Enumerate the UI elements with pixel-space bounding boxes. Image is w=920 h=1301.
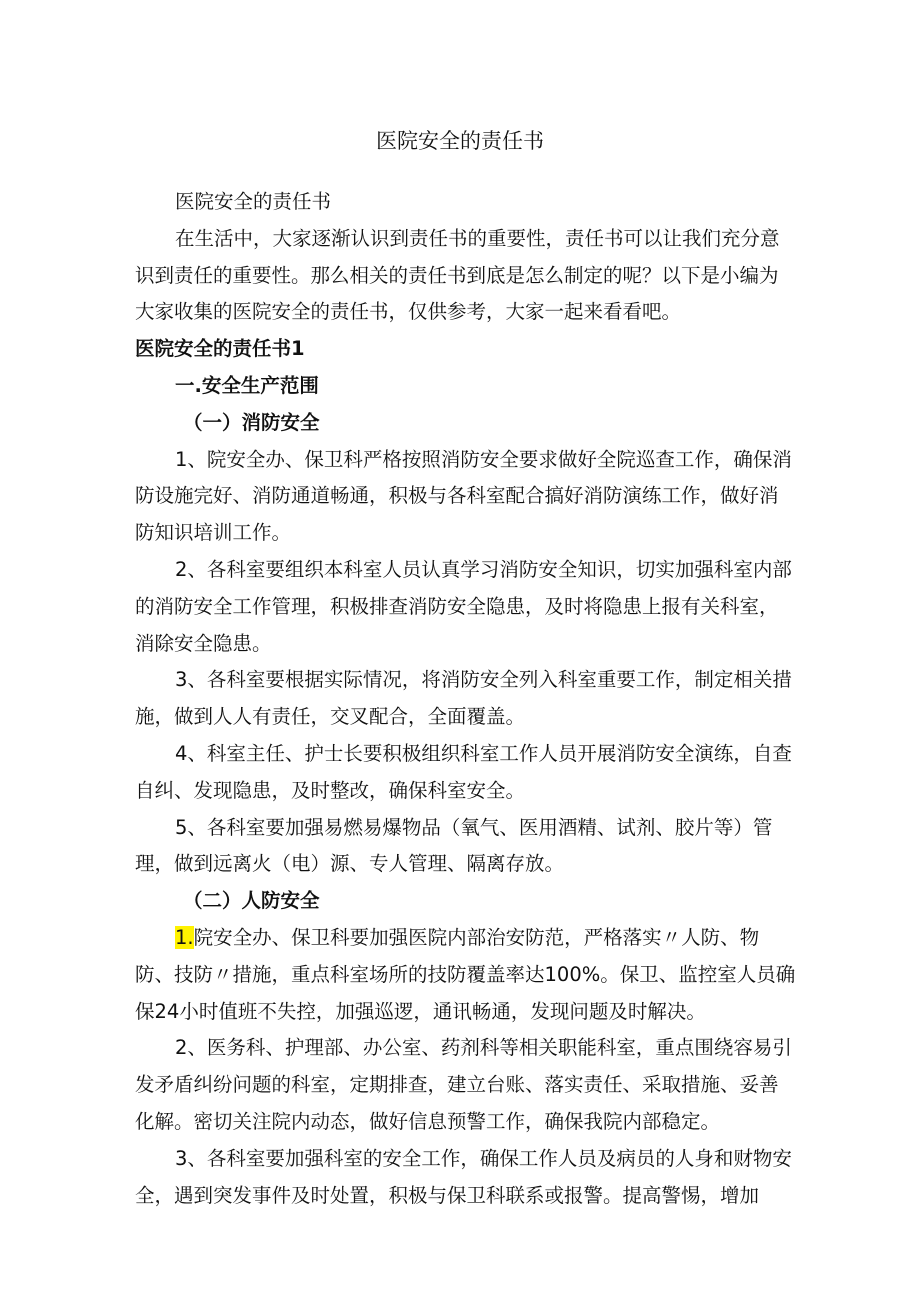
subheading-civil-defense: （二）人防安全 xyxy=(183,889,320,913)
fire-item-3: 3、各科室要根据实际情况，将消防安全列入科室重要工作，制定相关措施，做到人人有责任，交叉配合，全面覆盖。 xyxy=(135,668,792,729)
subtitle: 医院安全的责任书 xyxy=(175,190,332,213)
civil-item-2: 2、医务科、护理部、办公室、药剂科等相关职能科室，重点围绕容易引发矛盾纠纷问题的科室，定期排查，建立台账、落实责任、采取措施、妥善化解。密切关注院内动态，做好信息预警工作，确保我院内部稳定。 xyxy=(135,1036,792,1133)
fire-item-1: 1、院安全办、保卫科严格按照消防安全要求做好全院巡查工作，确保消防设施完好、消防通道畅通，积极与各科室配合搞好消防演练工作，做好消防知识培训工作。 xyxy=(135,447,792,545)
document-title: 医院安全的责任书 xyxy=(376,129,544,153)
civil-item-1-text: 院安全办、保卫科要加强医院内部治安防范，严格落实〃人防、物防、技防〃措施，重点科室场所的技防覆盖率达100%。保卫、监控室人员确保24小时值班不失控，加强巡逻，通讯畅通，发现问题及时解决。 xyxy=(135,925,796,1023)
document-body xyxy=(135,184,797,1214)
subheading-fire-safety: （一）消防安全 xyxy=(183,410,320,434)
fire-item-5: 5、各科室要加强易燃易爆物品（氧气、医用酒精、试剂、胶片等）管理，做到远离火（电）源、专人管理、隔离存放。 xyxy=(135,815,773,876)
highlighted-number: 1. xyxy=(175,925,194,949)
section-heading-scope: 一.安全生产范围 xyxy=(175,373,319,397)
intro-paragraph: 在生活中，大家逐渐认识到责任书的重要性，责任书可以让我们充分意识到责任的重要性。那么相关的责任书到底是怎么制定的呢？以下是小编为大家收集的医院安全的责任书，仅供参考，大家一起来看看吧。 xyxy=(135,226,780,324)
heading-responsibility-1: 医院安全的责任书1 xyxy=(135,337,305,361)
civil-item-1 xyxy=(135,920,797,1030)
fire-item-2: 2、各科室要组织本科室人员认真学习消防安全知识，切实加强科室内部的消防安全工作管理，积极排查消防安全隐患，及时将隐患上报有关科室，消除安全隐患。 xyxy=(135,557,792,655)
civil-item-3: 3、各科室要加强科室的安全工作，确保工作人员及病员的人身和财物安全，遇到突发事件及时处置，积极与保卫科联系或报警。提高警惕，增加 xyxy=(135,1146,792,1207)
fire-item-4: 4、科室主任、护士长要积极组织科室工作人员开展消防安全演练，自查自纠、发现隐患，及时整改，确保科室安全。 xyxy=(135,741,792,802)
